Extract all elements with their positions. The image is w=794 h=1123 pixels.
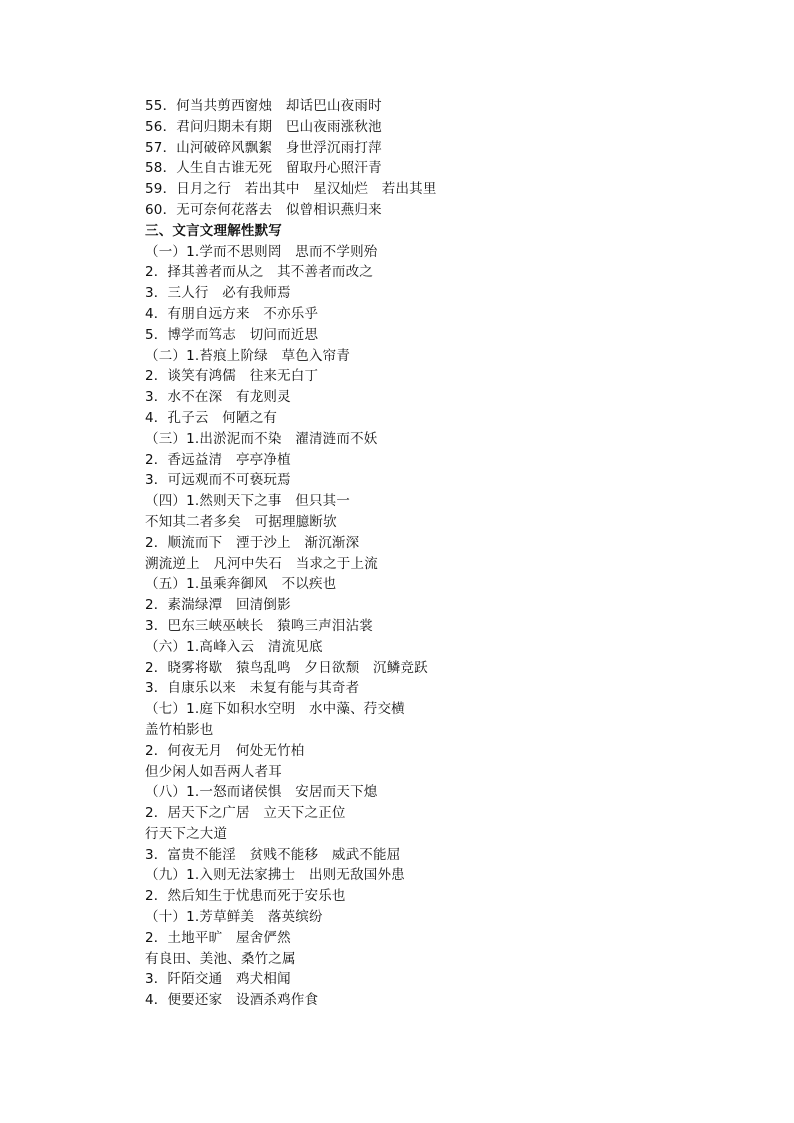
answer-line: （六）1.高峰入云 清流见底 bbox=[145, 638, 323, 655]
answer-line: 3．水不在深 有龙则灵 bbox=[145, 389, 291, 406]
answer-line: 有良田、美池、桑竹之属 bbox=[145, 950, 296, 967]
answer-line: 5．博学而笃志 切问而近思 bbox=[145, 326, 319, 343]
answer-line: 3．三人行 必有我师焉 bbox=[145, 285, 291, 302]
answer-line: 2．谈笑有鸿儒 往来无白丁 bbox=[145, 368, 319, 385]
answer-line: 4．便要还家 设酒杀鸡作食 bbox=[145, 992, 319, 1009]
answer-line: （一）1.学而不思则罔 思而不学则殆 bbox=[145, 243, 378, 260]
answer-line: 4．有朋自远方来 不亦乐乎 bbox=[145, 305, 319, 322]
answer-line: 2．顺流而下 湮于沙上 渐沉渐深 bbox=[145, 534, 360, 551]
answer-line-60: 60．无可奈何花落去 似曾相识燕归来 bbox=[145, 201, 382, 218]
answer-line: 2．然后知生于忧患而死于安乐也 bbox=[145, 888, 346, 905]
answer-line: 2．居天下之广居 立天下之正位 bbox=[145, 805, 346, 822]
answer-line: 盖竹柏影也 bbox=[145, 721, 214, 738]
answer-line-59: 59．日月之行 若出其中 星汉灿烂 若出其里 bbox=[145, 181, 437, 198]
answer-line: 2．何夜无月 何处无竹柏 bbox=[145, 742, 305, 759]
answer-line: 溯流逆上 凡河中失石 当求之于上流 bbox=[145, 555, 378, 572]
answer-line: 3．富贵不能淫 贫贱不能移 威武不能屈 bbox=[145, 846, 401, 863]
answer-line: 3．阡陌交通 鸡犬相闻 bbox=[145, 971, 291, 988]
answer-line-55: 55．何当共剪西窗烛 却话巴山夜雨时 bbox=[145, 98, 382, 114]
answer-line: 3．巴东三峡巫峡长 猿鸣三声泪沾裳 bbox=[145, 617, 373, 634]
answer-line: 2．素湍绿潭 回清倒影 bbox=[145, 597, 291, 614]
answer-line: 2．土地平旷 屋舍俨然 bbox=[145, 929, 291, 946]
answer-line-58: 58．人生自古谁无死 留取丹心照汗青 bbox=[145, 160, 382, 177]
answer-line: 2．晓雾将歇 猿鸟乱鸣 夕日欲颓 沉鳞竞跃 bbox=[145, 659, 428, 676]
answer-line: （四）1.然则天下之事 但只其一 bbox=[145, 493, 351, 510]
document-body bbox=[145, 96, 705, 1011]
answer-line: 3．自康乐以来 未复有能与其奇者 bbox=[145, 680, 360, 697]
answer-line: 2．香远益清 亭亭净植 bbox=[145, 451, 291, 468]
section-heading: 三、文言文理解性默写 bbox=[145, 222, 282, 239]
answer-line: （七）1.庭下如积水空明 水中藻、荇交横 bbox=[145, 701, 405, 718]
answer-line: （八）1.一怒而诸侯惧 安居而天下熄 bbox=[145, 784, 378, 801]
answer-line: 4．孔子云 何陋之有 bbox=[145, 409, 278, 426]
answer-line: （二）1.苔痕上阶绿 草色入帘青 bbox=[145, 347, 351, 364]
answer-line-57: 57．山河破碎风飘絮 身世浮沉雨打萍 bbox=[145, 139, 382, 156]
answer-line: 3．可远观而不可亵玩焉 bbox=[145, 472, 291, 489]
answer-line: （十）1.芳草鲜美 落英缤纷 bbox=[145, 909, 323, 926]
answer-line: 但少闲人如吾两人者耳 bbox=[145, 763, 282, 780]
answer-line: 行天下之大道 bbox=[145, 825, 228, 842]
answer-line: 2．择其善者而从之 其不善者而改之 bbox=[145, 264, 373, 281]
answer-line-56: 56．君问归期未有期 巴山夜雨涨秋池 bbox=[145, 118, 382, 135]
answer-line: （五）1.虽乘奔御风 不以疾也 bbox=[145, 576, 337, 593]
answer-line: （三）1.出淤泥而不染 濯清涟而不妖 bbox=[145, 430, 378, 447]
answer-line: （九）1.入则无法家拂士 出则无敌国外患 bbox=[145, 867, 405, 884]
answer-line: 不知其二者多矣 可据理臆断欤 bbox=[145, 513, 337, 530]
